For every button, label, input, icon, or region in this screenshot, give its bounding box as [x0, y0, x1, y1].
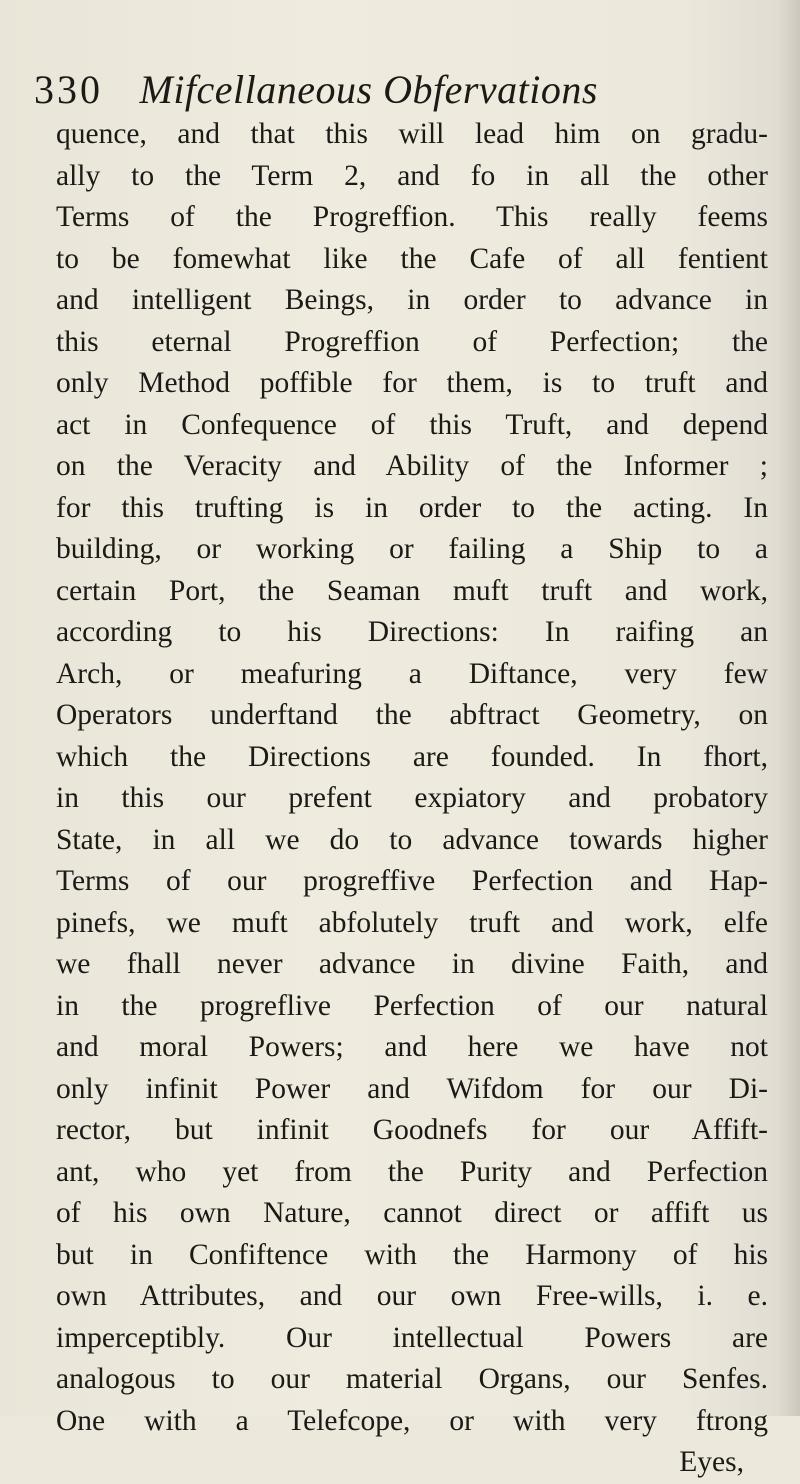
text-line: ant, who yet from the Purity and Perfection	[56, 1155, 768, 1188]
text-line: pinefs, we muft abfolutely truft and work, elfe	[56, 906, 768, 939]
text-line: in the progreflive Perfection of our natural	[56, 989, 768, 1022]
text-line: only Method poffible for them, is to truft and	[56, 367, 768, 399]
text-line: and intelligent Beings, in order to advance in	[56, 284, 768, 316]
text-line: Arch, or meafuring a Diftance, very few	[56, 657, 768, 690]
text-line: State, in all we do to advance towards higher	[56, 823, 768, 856]
running-header	[34, 66, 754, 114]
text-line: rector, but infinit Goodnefs for our Affift-	[56, 1114, 768, 1146]
text-line: own Attributes, and our own Free-wills, i. e.	[56, 1280, 768, 1312]
text-line: only infinit Power and Wifdom for our Di-	[56, 1072, 768, 1105]
text-line: Operators underftand the abftract Geometry, on	[56, 699, 768, 731]
text-line: Terms of our progreffive Perfection and Hap-	[56, 865, 768, 897]
running-title: Mifcellaneous Obfervations	[139, 67, 598, 112]
text-line: according to his Directions: In raifing an	[56, 616, 768, 648]
text-line: of his own Nature, cannot direct or affift us	[56, 1197, 768, 1229]
text-line: building, or working or failing a Ship to a	[56, 533, 768, 565]
text-line: for this trufting is in order to the acting. In	[56, 491, 768, 524]
page-body-text	[56, 114, 768, 1484]
text-line: certain Port, the Seaman muft truft and work,	[56, 574, 768, 607]
text-line: and moral Powers; and here we have not	[56, 1031, 768, 1063]
page-number: 330	[34, 67, 103, 112]
text-line: ally to the Term 2, and fo in all the other	[56, 159, 768, 192]
text-line: One with a Telefcope, or with very ftrong	[56, 1404, 768, 1437]
text-line: in this our prefent expiatory and probatory	[56, 782, 768, 814]
text-line: act in Confequence of this Truft, and depend	[56, 408, 768, 441]
text-line: analogous to our material Organs, our Senfes.	[56, 1363, 768, 1395]
catchword: Eyes,	[679, 1446, 744, 1478]
text-line: quence, and that this will lead him on gradu-	[56, 118, 768, 150]
text-line: we fhall never advance in divine Faith, and	[56, 948, 768, 980]
text-line: to be fomewhat like the Cafe of all fentient	[56, 242, 768, 275]
text-line: but in Confiftence with the Harmony of his	[56, 1238, 768, 1271]
text-line: this eternal Progreffion of Perfection; the	[56, 325, 768, 358]
text-line: Terms of the Progreffion. This really feems	[56, 201, 768, 233]
text-line: imperceptibly. Our intellectual Powers are	[56, 1321, 768, 1354]
text-line: on the Veracity and Ability of the Informer ;	[56, 450, 768, 482]
page-edge-shadow	[778, 0, 800, 1416]
text-line: which the Directions are founded. In fhort,	[56, 740, 768, 773]
